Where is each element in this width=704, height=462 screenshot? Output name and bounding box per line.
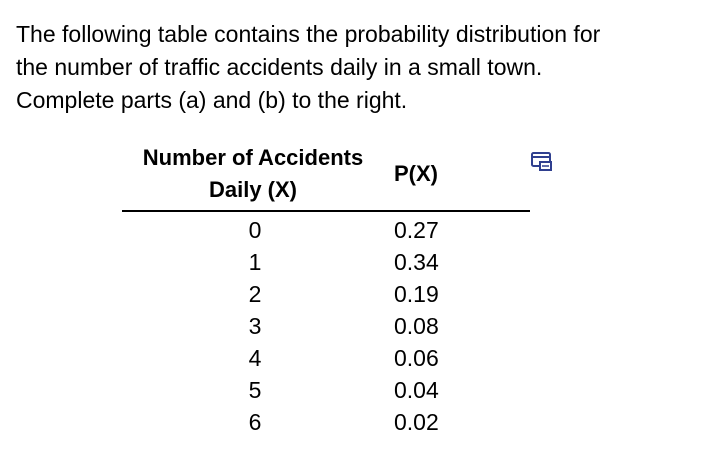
- table-row: [122, 406, 530, 438]
- problem-line-2: the number of traffic accidents daily in a small town.: [16, 54, 543, 80]
- table-row: [122, 310, 530, 342]
- accidents-value: 2: [248, 281, 262, 307]
- column-header-accidents-line-2: Daily (X): [208, 177, 298, 202]
- table-row: [122, 211, 530, 246]
- probability-value: 0.19: [394, 281, 439, 307]
- column-header-probability: P(X): [384, 142, 530, 211]
- accidents-value: 5: [248, 377, 262, 403]
- copy-to-clipboard-icon: [530, 148, 556, 174]
- probability-value: 0.06: [394, 345, 439, 371]
- table-row: [122, 342, 530, 374]
- probability-value: 0.08: [394, 313, 439, 339]
- probability-distribution-table: [122, 142, 530, 438]
- problem-line-1: The following table contains the probability distribution for: [16, 21, 601, 47]
- accidents-value: 6: [248, 409, 262, 435]
- copy-table-button[interactable]: [530, 148, 556, 174]
- column-header-accidents: [122, 142, 384, 211]
- problem-line-3: Complete parts (a) and (b) to the right.: [16, 87, 408, 113]
- table-row: [122, 278, 530, 310]
- accidents-value: 1: [248, 249, 262, 275]
- probability-value: 0.27: [394, 217, 439, 243]
- probability-value: 0.02: [394, 409, 439, 435]
- probability-value: 0.34: [394, 249, 439, 275]
- accidents-value: 0: [248, 217, 262, 243]
- column-header-accidents-line-1: Number of Accidents: [142, 145, 364, 170]
- accidents-value: 3: [248, 313, 262, 339]
- table-row: [122, 374, 530, 406]
- table-row: [122, 246, 530, 278]
- problem-statement: [16, 18, 696, 117]
- table-header-row: [122, 142, 530, 211]
- probability-value: 0.04: [394, 377, 439, 403]
- accidents-value: 4: [248, 345, 262, 371]
